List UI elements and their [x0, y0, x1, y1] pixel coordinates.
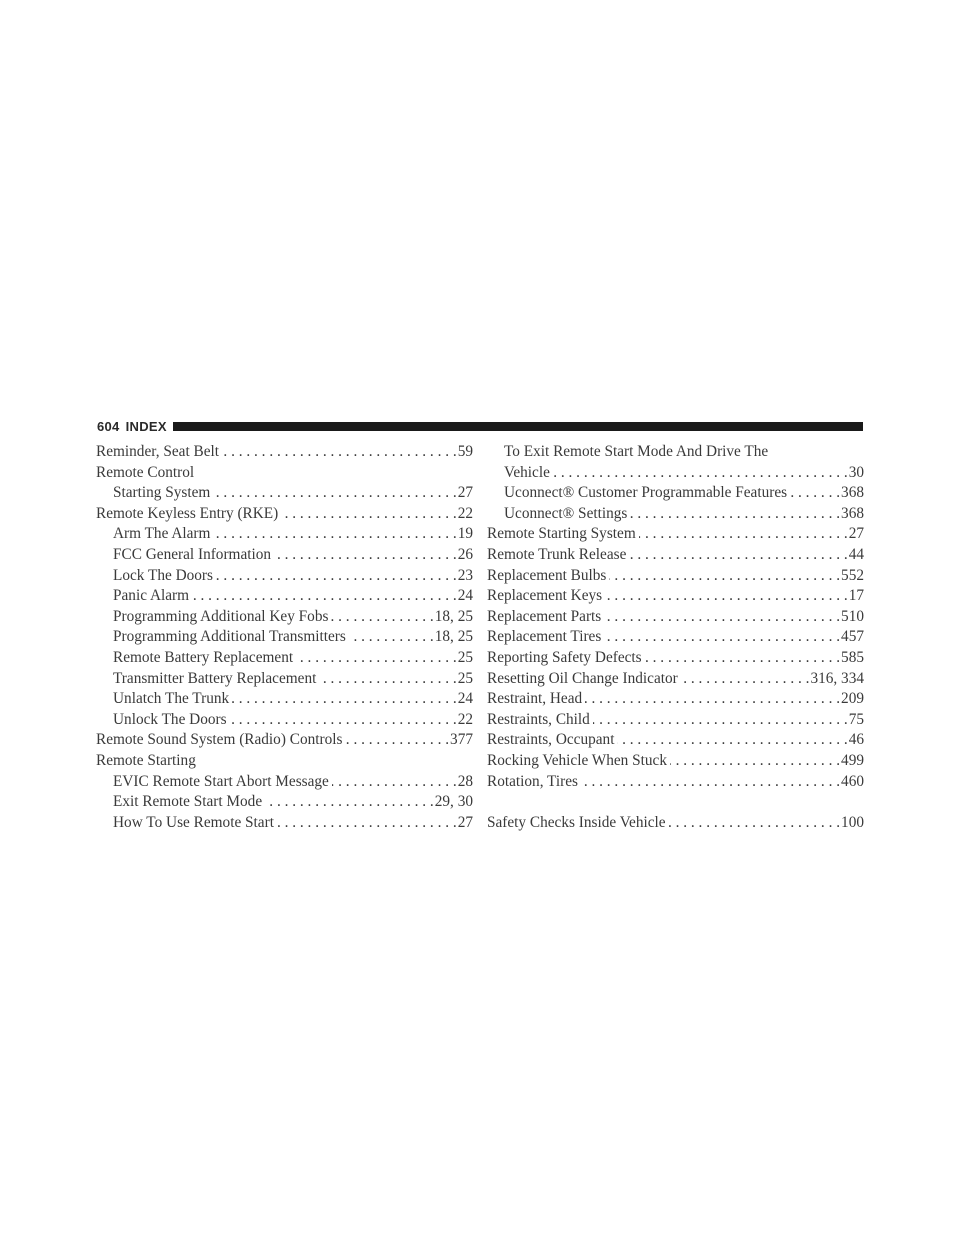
- index-subentry: [96, 607, 473, 628]
- section-title: INDEX: [125, 418, 167, 434]
- index-subentry: [96, 545, 473, 566]
- index-term: Remote Sound System (Radio) Controls: [96, 731, 343, 749]
- dot-leader: [630, 504, 840, 525]
- index-page-ref: 18, 25: [434, 607, 473, 625]
- index-entry: [487, 772, 864, 793]
- index-subentry: [487, 463, 864, 484]
- index-term: Rotation, Tires: [487, 772, 578, 790]
- index-term: Panic Alarm: [113, 587, 190, 605]
- index-page-ref: 23: [457, 566, 473, 584]
- index-page-ref: 585: [841, 648, 864, 666]
- index-subentry: [487, 442, 864, 463]
- dot-leader: [629, 545, 847, 566]
- index-term: Remote Trunk Release: [487, 545, 627, 563]
- header-rule: [173, 422, 863, 431]
- index-subentry: [96, 813, 473, 834]
- index-entry: [487, 751, 864, 772]
- index-term: Vehicle: [504, 463, 550, 481]
- dot-leader: [319, 669, 456, 690]
- index-entry: [487, 813, 864, 834]
- index-page-ref: 27: [457, 484, 473, 502]
- index-page-ref: 18, 25: [434, 628, 473, 646]
- index-term: Uconnect® Customer Programmable Features: [504, 484, 788, 502]
- dot-leader: [645, 648, 840, 669]
- index-term: Resetting Oil Change Indicator: [487, 669, 678, 687]
- index-subentry: [96, 669, 473, 690]
- index-term: Replacement Keys: [487, 587, 603, 605]
- dot-leader: [581, 772, 840, 793]
- index-subentry: [96, 772, 473, 793]
- index-entry: [487, 545, 864, 566]
- page-number: 604: [97, 418, 120, 434]
- index-term: Remote Keyless Entry (RKE): [96, 504, 279, 522]
- index-subentry: [96, 524, 473, 545]
- dot-leader: [213, 483, 456, 504]
- dot-leader: [604, 607, 840, 628]
- index-term: To Exit Remote Start Mode And Drive The: [504, 443, 769, 460]
- index-subentry: [96, 627, 473, 648]
- dot-leader: [553, 463, 848, 484]
- dot-leader: [216, 566, 457, 587]
- index-entry: [487, 648, 864, 669]
- index-page-ref: 75: [848, 710, 864, 728]
- index-page-ref: 22: [457, 710, 473, 728]
- index-term: Programming Additional Transmitters: [113, 628, 346, 646]
- index-entry: [487, 669, 864, 690]
- index-page-ref: 499: [841, 751, 864, 769]
- index-entry: [487, 607, 864, 628]
- index-subentry: [96, 586, 473, 607]
- index-term: Reporting Safety Defects: [487, 648, 642, 666]
- index-subentry: [96, 648, 473, 669]
- index-page-ref: 28: [457, 772, 473, 790]
- index-page-ref: 100: [841, 813, 864, 831]
- index-term: Remote Starting: [96, 751, 196, 769]
- index-entry: [96, 504, 473, 525]
- index-term: Exit Remote Start Mode: [113, 793, 263, 811]
- dot-leader: [639, 524, 848, 545]
- index-term: FCC General Information: [113, 545, 272, 563]
- index-page-ref: 377: [450, 731, 473, 749]
- dot-leader: [790, 483, 840, 504]
- dot-leader: [604, 627, 840, 648]
- index-page-ref: 510: [841, 607, 864, 625]
- index-term: Reminder, Seat Belt: [96, 443, 220, 460]
- index-entry: [96, 442, 473, 463]
- index-subentry: [96, 689, 473, 710]
- dot-leader: [331, 607, 433, 628]
- dot-leader: [349, 627, 434, 648]
- dot-leader: [232, 689, 457, 710]
- index-page-ref: 552: [841, 566, 864, 584]
- index-term: Safety Checks Inside Vehicle: [487, 813, 666, 831]
- index-entry: [96, 751, 473, 772]
- dot-leader: [213, 524, 456, 545]
- index-term: Transmitter Battery Replacement: [113, 669, 317, 687]
- index-term: Replacement Parts: [487, 607, 602, 625]
- index-term: Unlock The Doors: [113, 710, 227, 728]
- index-term: Restraints, Occupant: [487, 731, 615, 749]
- index-page-ref: 22: [457, 504, 473, 522]
- index-page-ref: 460: [841, 772, 864, 790]
- index-term: Restraints, Child: [487, 710, 590, 728]
- dot-leader: [274, 545, 457, 566]
- index-term: EVIC Remote Start Abort Message: [113, 772, 329, 790]
- index-entry: [487, 586, 864, 607]
- index-term: Restraint, Head: [487, 690, 583, 708]
- index-term: Remote Starting System: [487, 525, 636, 543]
- index-entry: [96, 730, 473, 751]
- index-entry: [487, 689, 864, 710]
- index-page-ref: 27: [848, 525, 864, 543]
- index-page-ref: 209: [841, 690, 864, 708]
- dot-leader: [265, 792, 434, 813]
- page-header: [97, 418, 863, 434]
- index-entry: [487, 710, 864, 731]
- dot-leader: [332, 772, 457, 793]
- index-entry: [487, 627, 864, 648]
- index-page-ref: 27: [457, 813, 473, 831]
- index-page-ref: 25: [457, 669, 473, 687]
- dot-leader: [281, 504, 456, 525]
- index-term: Uconnect® Settings: [504, 504, 628, 522]
- dot-leader: [681, 669, 810, 690]
- index-page-ref: 368: [841, 484, 864, 502]
- dot-leader: [670, 751, 840, 772]
- dot-leader: [593, 710, 848, 731]
- index-page-ref: 30: [848, 463, 864, 481]
- index-page-ref: 44: [848, 545, 864, 563]
- index-term: Remote Control: [96, 463, 195, 481]
- index-subentry: [487, 483, 864, 504]
- index-page-ref: 24: [457, 587, 473, 605]
- index-subentry: [96, 483, 473, 504]
- dot-leader: [617, 730, 847, 751]
- index-term: Unlatch The Trunk: [113, 690, 230, 708]
- index-subentry: [96, 792, 473, 813]
- dot-leader: [605, 586, 848, 607]
- index-page-ref: 25: [457, 648, 473, 666]
- index-entry: [487, 730, 864, 751]
- dot-leader: [585, 689, 840, 710]
- index-term: Lock The Doors: [113, 566, 213, 584]
- dot-leader: [296, 648, 457, 669]
- index-page-ref: 316, 334: [810, 669, 864, 687]
- index-term: Remote Battery Replacement: [113, 648, 294, 666]
- index-entry: [96, 463, 473, 484]
- index-subentry: [96, 710, 473, 731]
- index-term: Arm The Alarm: [113, 525, 211, 543]
- index-page-ref: 26: [457, 545, 473, 563]
- index-page-ref: 17: [848, 587, 864, 605]
- index-entry: [487, 566, 864, 587]
- index-column-left: [96, 442, 473, 833]
- index-subentry: [96, 566, 473, 587]
- index-subentry: [487, 504, 864, 525]
- index-term: Starting System: [113, 484, 211, 502]
- index-page-ref: 368: [841, 504, 864, 522]
- index-page-ref: 24: [457, 690, 473, 708]
- index-page-ref: 46: [848, 731, 864, 749]
- index-column-right: [487, 442, 864, 833]
- dot-leader: [230, 710, 457, 731]
- index-page-ref: 59: [457, 443, 473, 460]
- dot-leader: [222, 442, 457, 463]
- dot-leader: [669, 813, 840, 834]
- index-term: Programming Additional Key Fobs: [113, 607, 329, 625]
- index-page-ref: 19: [457, 525, 473, 543]
- index-term: Replacement Bulbs: [487, 566, 607, 584]
- dot-leader: [609, 566, 840, 587]
- index-page-ref: 29, 30: [434, 793, 473, 811]
- dot-leader: [192, 586, 457, 607]
- index-term: Rocking Vehicle When Stuck: [487, 751, 667, 769]
- dot-leader: [277, 813, 457, 834]
- index-term: Replacement Tires: [487, 628, 602, 646]
- dot-leader: [345, 730, 449, 751]
- index-term: How To Use Remote Start: [113, 813, 274, 831]
- index-page-ref: 457: [841, 628, 864, 646]
- index-entry: [487, 524, 864, 545]
